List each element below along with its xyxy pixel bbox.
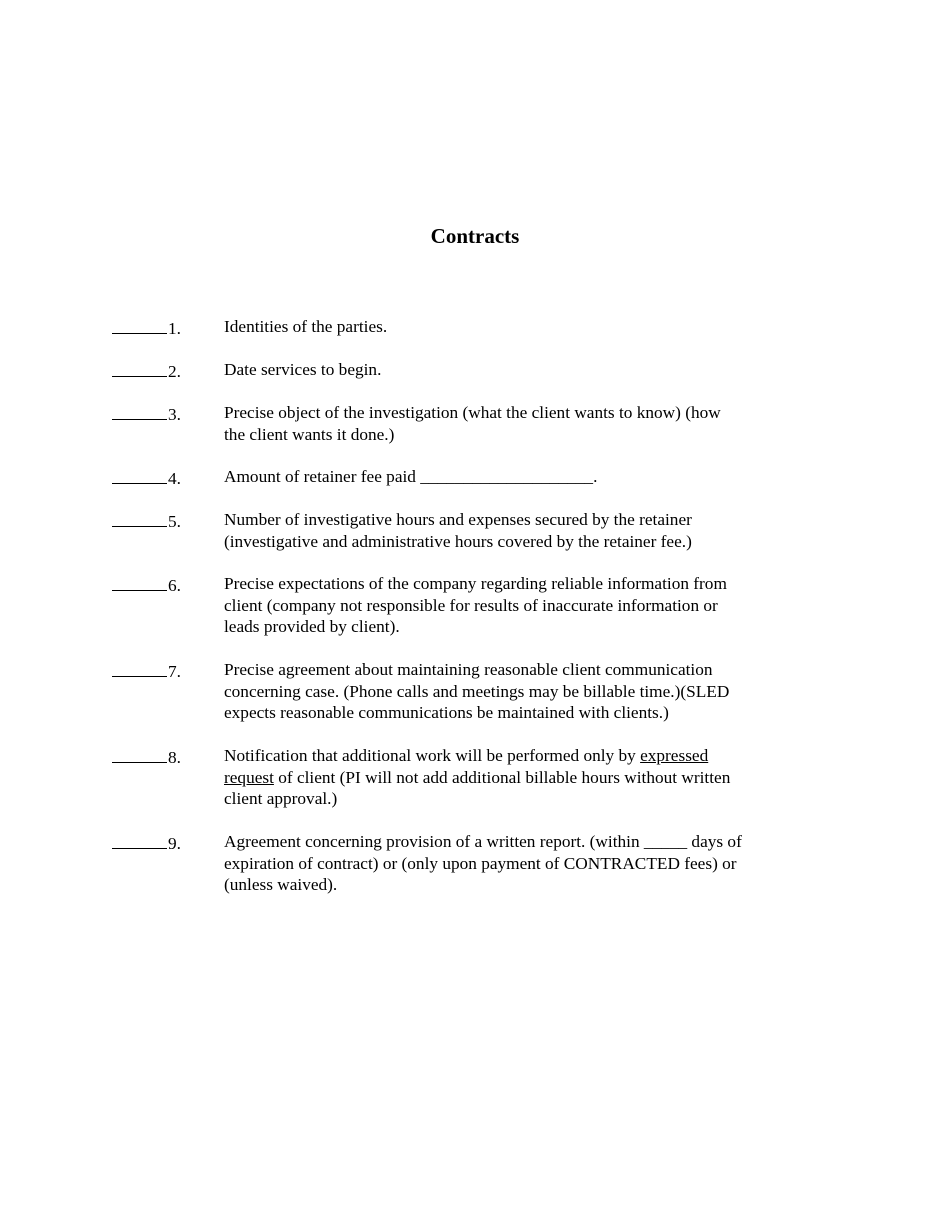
checkbox-blank[interactable] (112, 402, 167, 420)
item-number: 4. (168, 469, 181, 488)
item-text: Identities of the parties. (224, 317, 388, 336)
item-text: Amount of retainer fee paid ____________________. (224, 467, 598, 486)
checkbox-blank[interactable] (112, 316, 167, 334)
item-number: 6. (168, 576, 181, 595)
underlined-text: request (224, 767, 274, 787)
checkbox-blank[interactable] (112, 745, 167, 763)
item-text: Precise expectations of the company regarding reliable information from client (company not responsible for results of inaccurate information or leads provided by client). (224, 574, 727, 636)
item-number: 2. (168, 362, 181, 381)
item-number: 9. (168, 834, 181, 853)
checkbox-blank[interactable] (112, 831, 167, 849)
item-number: 7. (168, 662, 181, 681)
underlined-text: expressed (640, 746, 709, 765)
item-number: 1. (168, 319, 181, 338)
page-title: Contracts (430, 224, 520, 248)
item-text: Precise agreement about maintaining reasonable client communication concerning case. (Phone calls and meetings may be billable time.)(SLED expects reasonable communications be maintained with clients.) (224, 660, 730, 722)
checkbox-blank[interactable] (112, 509, 167, 527)
item-number: 5. (168, 512, 181, 531)
item-text: Agreement concerning provision of a written report. (within _____ days of expiration of contract) or (only upon payment of CONTRACTED fees) or (unless waived). (224, 832, 742, 894)
checkbox-blank[interactable] (112, 659, 167, 677)
checkbox-blank[interactable] (112, 573, 167, 591)
item-number: 3. (168, 405, 181, 424)
item-text: Notification that additional work will be performed only by expressed request of client (PI will not add additional billable hours without written client approval.) (224, 746, 731, 808)
checkbox-blank[interactable] (112, 359, 167, 377)
item-text: Date services to begin. (224, 360, 382, 379)
item-text: Precise object of the investigation (what the client wants to know) (how the client wants it done.) (224, 403, 721, 444)
checkbox-blank[interactable] (112, 466, 167, 484)
item-number: 8. (168, 748, 181, 767)
item-text: Number of investigative hours and expenses secured by the retainer (investigative and administrative hours covered by the retainer fee.) (224, 510, 692, 551)
